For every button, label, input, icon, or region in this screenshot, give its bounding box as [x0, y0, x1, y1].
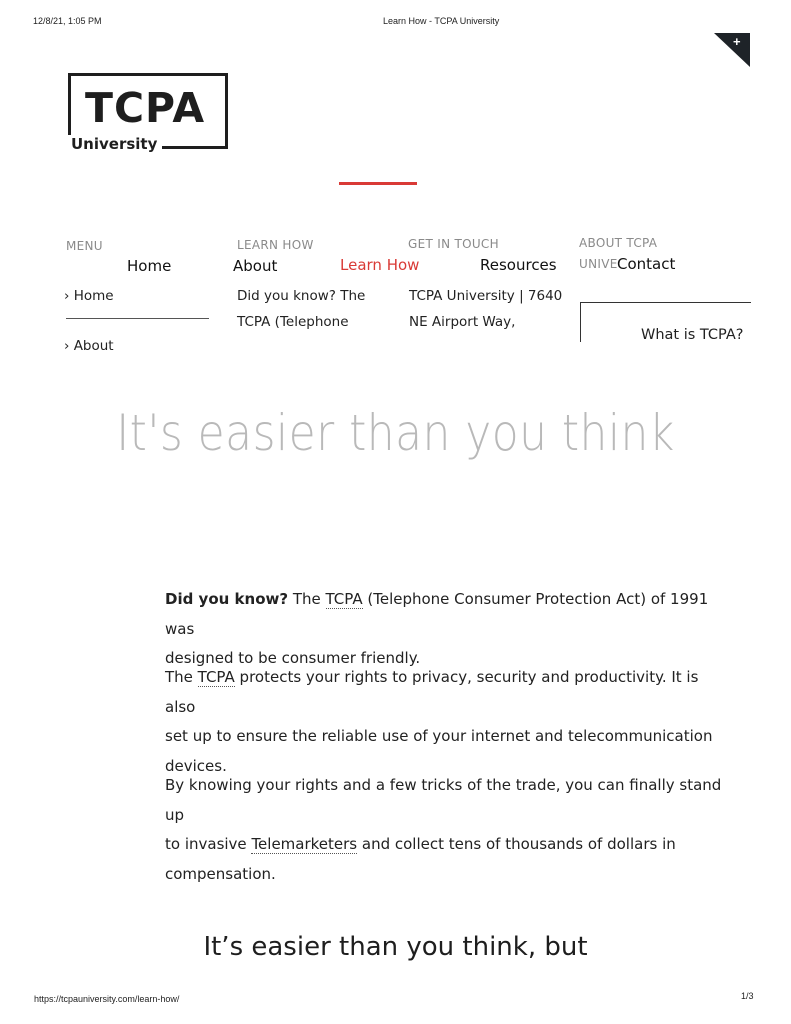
get-in-touch-heading: GET IN TOUCH — [408, 237, 499, 251]
print-page-title: Learn How - TCPA University — [383, 16, 500, 26]
menu-item-about[interactable]: › About — [64, 338, 114, 354]
tcpa-glossary-link-2[interactable]: TCPA — [197, 668, 235, 686]
nav-home[interactable]: Home — [127, 257, 172, 275]
tcpa-glossary-link[interactable]: TCPA — [325, 590, 363, 608]
what-is-tcpa-link[interactable]: What is TCPA? — [641, 327, 744, 343]
plus-icon: + — [733, 34, 741, 49]
about-box-top-border — [580, 302, 751, 303]
about-tcpa-heading: ABOUT TCPA — [579, 236, 658, 250]
paragraph-knowing-rights: By knowing your rights and a few tricks of the trade, you can finally stand up to invasive Telemarketers and collect tens of thousands of dollars in compensation. — [165, 776, 722, 883]
menu-divider — [66, 318, 209, 319]
nav-contact[interactable]: Contact — [617, 255, 676, 273]
nav-resources[interactable]: Resources — [480, 256, 557, 274]
learn-how-snippet-line1: Did you know? The — [237, 288, 366, 304]
address-line1: TCPA University | 7640 — [409, 288, 563, 304]
menu-heading: MENU — [66, 239, 103, 253]
learn-how-heading: LEARN HOW — [237, 238, 314, 252]
logo-subtitle: University — [66, 135, 162, 153]
hero-title: It's easier than you think — [116, 404, 675, 462]
telemarketers-glossary-link[interactable]: Telemarketers — [251, 835, 358, 853]
footer-preview-band — [0, 280, 791, 354]
nav-learn-how[interactable]: Learn How — [340, 256, 420, 274]
section-heading: It’s easier than you think, but — [203, 932, 588, 962]
learn-how-snippet-line2: TCPA (Telephone — [237, 314, 349, 330]
address-line2: NE Airport Way, — [409, 314, 516, 330]
nav-about[interactable]: About — [233, 257, 278, 275]
menu-item-home[interactable]: › Home — [64, 288, 114, 304]
about-box-left-border — [580, 302, 581, 342]
logo-text: TCPA — [85, 84, 206, 132]
print-page-count: 1/3 — [741, 991, 754, 1001]
accent-divider — [339, 182, 417, 185]
about-tcpa-heading-line2: UNIVE — [579, 257, 618, 271]
print-datetime: 12/8/21, 1:05 PM — [33, 16, 102, 26]
paragraph-tcpa-protects: The TCPA protects your rights to privacy, security and productivity. It is also set up to ensure the reliable use of your internet and telecommunication devices. — [165, 668, 713, 775]
paragraph-did-you-know: Did you know? The TCPA (Telephone Consumer Protection Act) of 1991 was designed to be consumer friendly. — [165, 590, 709, 667]
print-url: https://tcpauniversity.com/learn-how/ — [34, 994, 180, 1004]
corner-triangle-icon — [714, 33, 750, 67]
did-you-know-bold: Did you know? — [165, 590, 289, 608]
corner-plus-button[interactable] — [714, 33, 750, 67]
